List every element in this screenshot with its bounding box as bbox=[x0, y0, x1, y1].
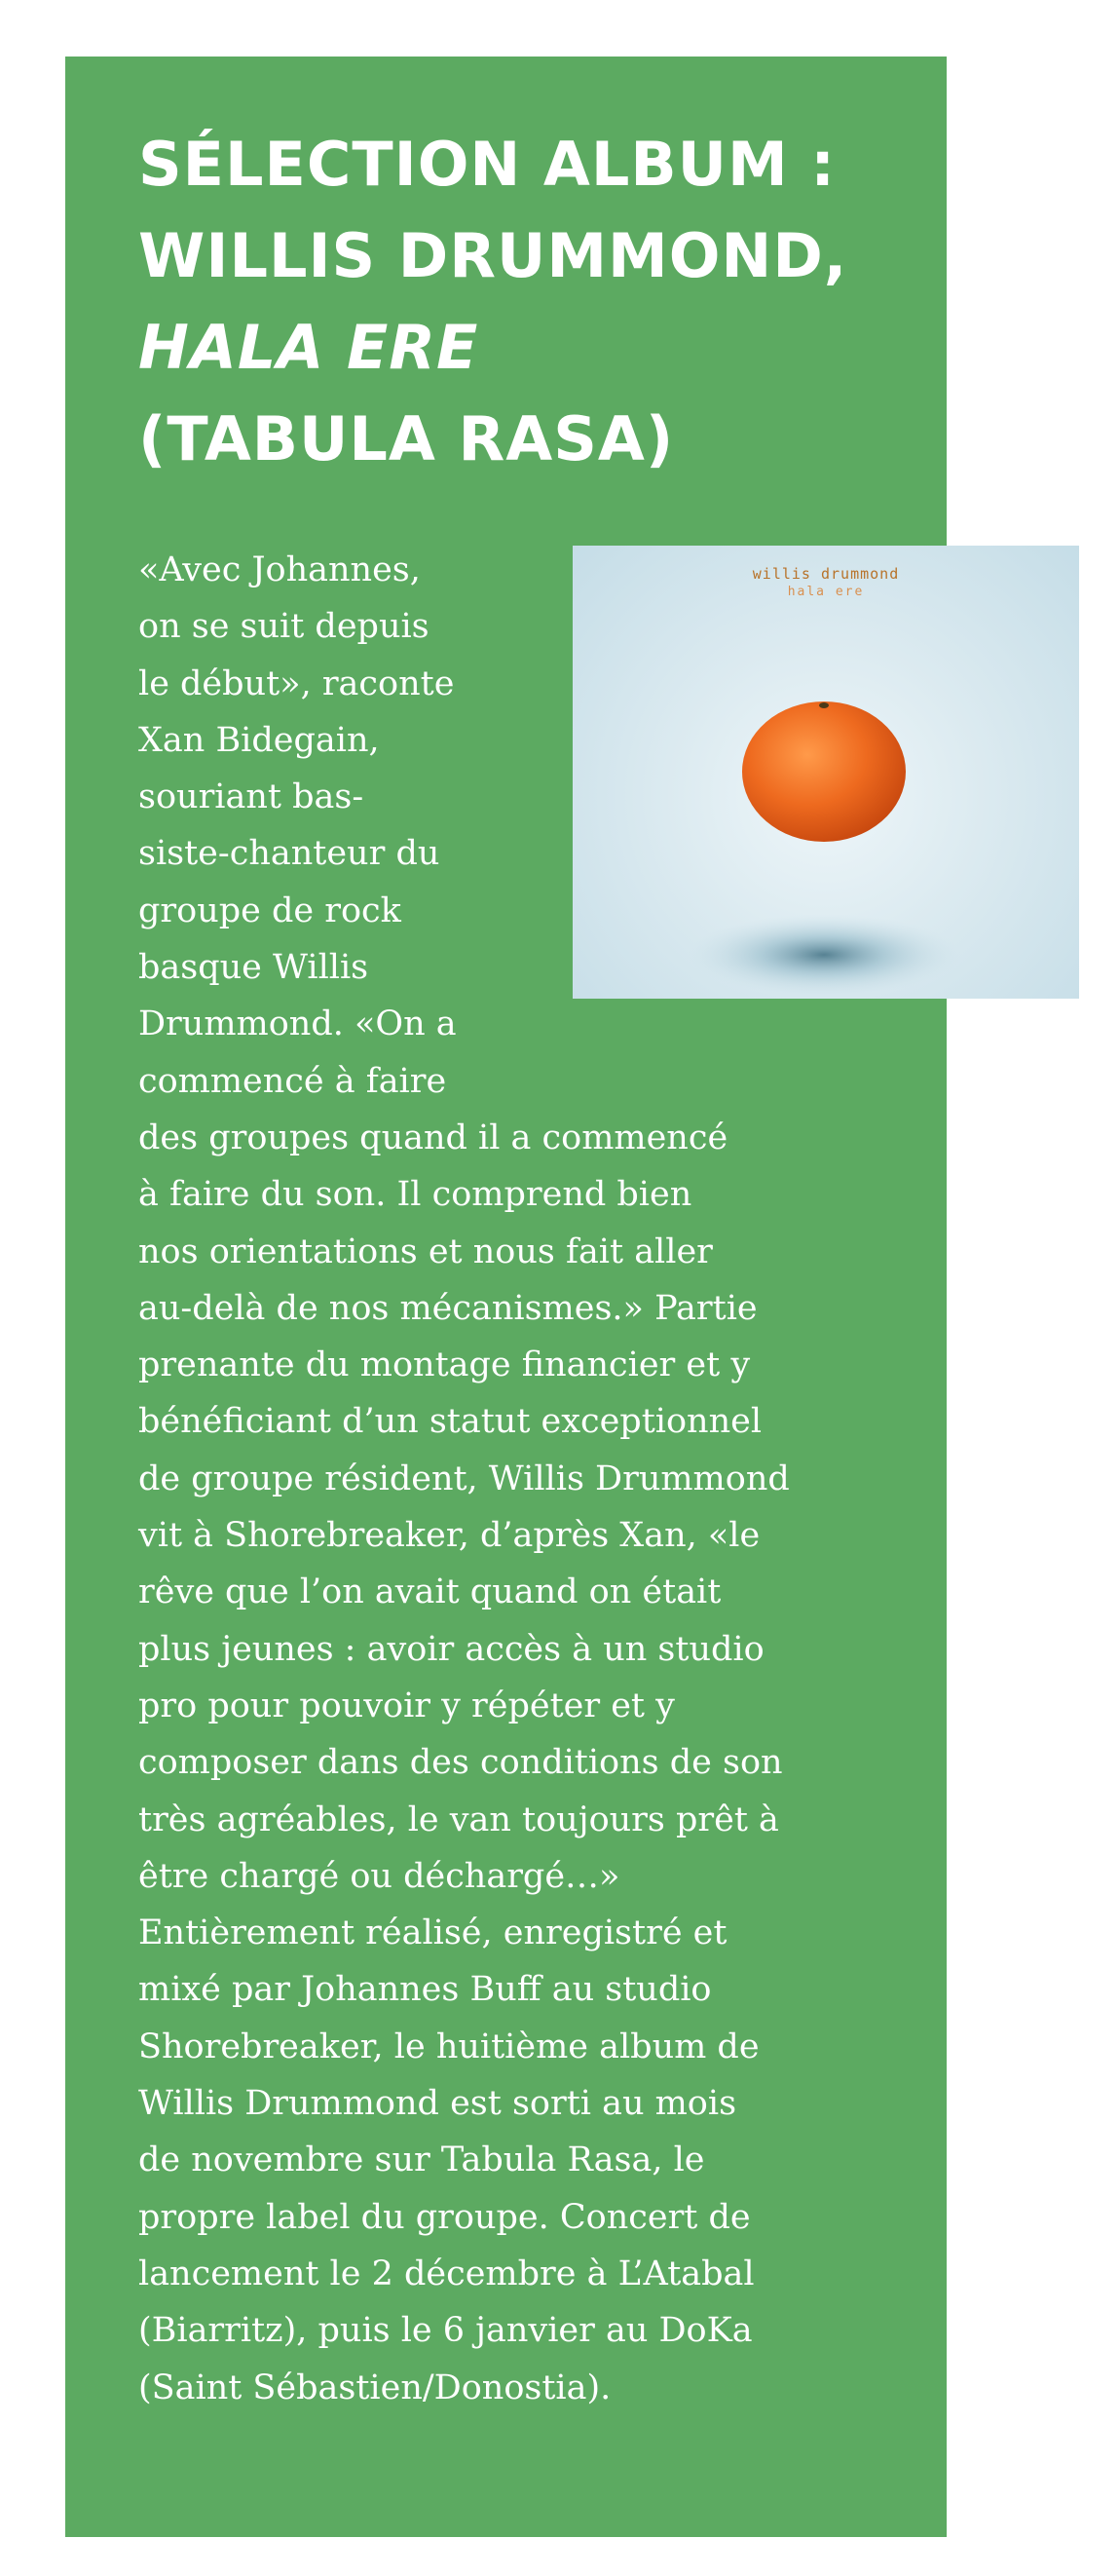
body-line: mixé par Johannes Buff au studio bbox=[138, 1970, 712, 2010]
body-line: de groupe résident, Willis Drummond bbox=[138, 1458, 790, 1498]
body-line: «Avec Johannes, bbox=[138, 550, 421, 589]
cover-artist-name: willis drummond bbox=[752, 565, 900, 583]
body-line: groupe de rock bbox=[138, 890, 401, 930]
body-line: des groupes quand il a commencé bbox=[138, 1118, 728, 1157]
body-line: Xan Bidegain, bbox=[138, 720, 380, 760]
title-line: WILLIS DRUMMOND, bbox=[138, 220, 848, 291]
body-line: siste-chanteur du bbox=[138, 834, 440, 874]
body-line: lancement le 2 décembre à L’Atabal bbox=[138, 2254, 755, 2293]
body-line: très agréables, le van toujours prêt à bbox=[138, 1799, 779, 1839]
body-line: au-delà de nos mécanismes.» Partie bbox=[138, 1288, 758, 1328]
cover-album-title: hala ere bbox=[787, 585, 865, 599]
body-line: Entièrement réalisé, enregistré et bbox=[138, 1913, 728, 1953]
body-line: de novembre sur Tabula Rasa, le bbox=[138, 2140, 705, 2180]
body-line: composer dans des conditions de son bbox=[138, 1743, 783, 1783]
body-line: pro pour pouvoir y répéter et y bbox=[138, 1686, 675, 1725]
body-line: le début», raconte bbox=[138, 663, 455, 703]
body-line: souriant bas- bbox=[138, 777, 364, 817]
body-line: commencé à faire bbox=[138, 1061, 447, 1101]
article-body bbox=[138, 542, 898, 2416]
body-line: à faire du son. Il comprend bien bbox=[138, 1175, 692, 1215]
body-line: être chargé ou déchargé…» bbox=[138, 1856, 620, 1896]
body-line: Drummond. «On a bbox=[138, 1004, 457, 1044]
body-line: Willis Drummond est sorti au mois bbox=[138, 2084, 737, 2124]
title-line: SÉLECTION ALBUM : bbox=[138, 129, 837, 200]
body-line: propre label du groupe. Concert de bbox=[138, 2197, 751, 2237]
body-line: rêve que l’on avait quand on était bbox=[138, 1572, 722, 1612]
body-line: plus jeunes : avoir accès à un studio bbox=[138, 1629, 765, 1669]
body-line: on se suit depuis bbox=[138, 607, 429, 647]
title-line-album: HALA ERE bbox=[138, 312, 479, 383]
body-line: vit à Shorebreaker, d’après Xan, «le bbox=[138, 1516, 761, 1556]
title-line: (TABULA RASA) bbox=[138, 403, 675, 474]
body-line: (Biarritz), puis le 6 janvier au DoKa bbox=[138, 2311, 753, 2351]
article-title bbox=[138, 119, 878, 485]
body-line: nos orientations et nous fait aller bbox=[138, 1231, 713, 1271]
body-line: (Saint Sébastien/Donostia). bbox=[138, 2368, 612, 2407]
body-line: Shorebreaker, le huitième album de bbox=[138, 2027, 760, 2066]
body-line: bénéficiant d’un statut exceptionnel bbox=[138, 1402, 763, 1442]
body-line: prenante du montage financier et y bbox=[138, 1345, 751, 1385]
body-line: basque Willis bbox=[138, 948, 369, 988]
